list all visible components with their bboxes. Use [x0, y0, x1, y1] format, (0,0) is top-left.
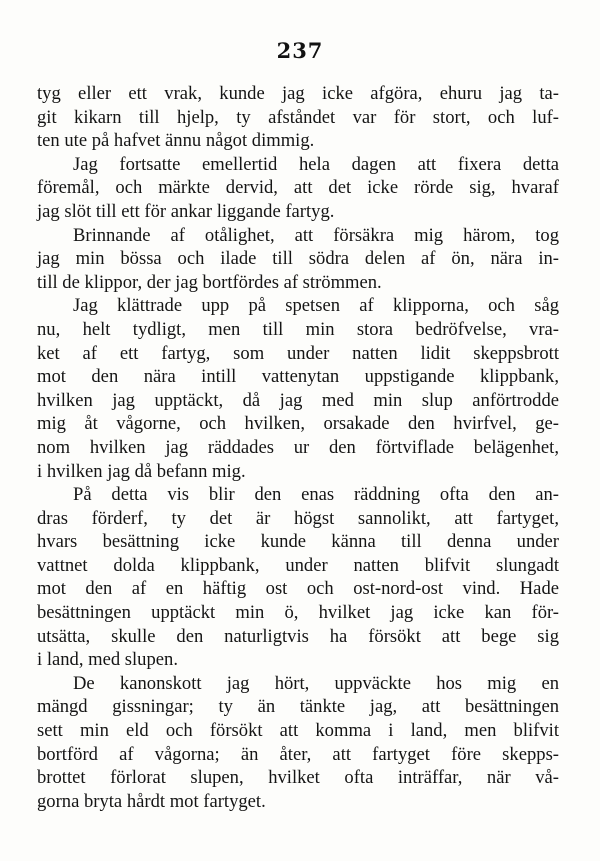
- text-line: mig åt vågorne, och hvilken, orsakade den hvirfvel, ge-: [37, 413, 559, 435]
- text-line: besättningen upptäckt min ö, hvilket jag icke kan för-: [37, 602, 559, 624]
- text-line: nom hvilken jag räddades ur den förtviflade belägenhet,: [37, 436, 559, 458]
- text-line: mot den af en häftig ost och ost-nord-ost vind. Hade: [37, 578, 559, 600]
- text-line: hvars besättning icke kunde känna till denna under: [37, 531, 559, 553]
- text-line: sett min eld och försökt att komma i land, men blifvit: [37, 720, 559, 742]
- text-line: git kikarn till hjelp, ty afståndet var för stort, och luf-: [37, 106, 559, 128]
- text-line: utsätta, skulle den naturligtvis ha försökt att bege sig: [37, 625, 559, 647]
- text-line: Jag fortsatte emellertid hela dagen att fixera detta: [73, 153, 559, 175]
- text-line: tyg eller ett vrak, kunde jag icke afgöra, ehuru jag ta-: [37, 83, 559, 104]
- text-line: ket af ett fartyg, som under natten lidit skeppsbrott: [37, 342, 559, 364]
- text-line: Jag klättrade upp på spetsen af klipporna, och såg: [73, 295, 559, 317]
- text-line: mot den nära intill vattenytan uppstigande klippbank,: [37, 366, 559, 388]
- text-line: nu, helt tydligt, men till min stora bedröfvelse, vra-: [37, 318, 559, 340]
- text-line: vattnet dolda klippbank, under natten blifvit slungadt: [37, 554, 559, 576]
- text-line: bortförd af vågorna; än åter, att fartyget före skepps-: [37, 743, 559, 765]
- text-line: mängd gissningar; ty än tänkte jag, att besättningen: [37, 696, 559, 718]
- text-line: ten ute på hafvet ännu något dimmig.: [37, 130, 315, 152]
- text-line: På detta vis blir den enas räddning ofta den an-: [73, 484, 559, 506]
- text-line: i hvilken jag då befann mig.: [37, 460, 246, 482]
- text-line: jag min bössa och ilade till södra delen af ön, nära in-: [37, 248, 559, 270]
- text-line: i land, med slupen.: [37, 649, 178, 671]
- text-line: gorna bryta hårdt mot fartyget.: [37, 790, 266, 812]
- text-line: De kanonskott jag hört, uppväckte hos mig en: [73, 672, 559, 694]
- text-line: till de klippor, der jag bortfördes af strömmen.: [37, 271, 382, 293]
- text-line: föremål, och märkte dervid, att det icke rörde sig, hvaraf: [37, 177, 559, 199]
- body-text: [37, 82, 559, 813]
- text-line: hvilken jag upptäckt, då jag med min slup anförtrodde: [37, 389, 559, 411]
- text-line: brottet förlorat slupen, hvilket ofta inträffar, när vå-: [37, 767, 559, 789]
- text-line: Brinnande af otålighet, att försäkra mig härom, tog: [73, 224, 559, 246]
- page-number: 237: [276, 38, 324, 63]
- text-line: dras förderf, ty det är högst sannolikt, att fartyget,: [37, 507, 559, 529]
- text-line: jag slöt till ett för ankar liggande fartyg.: [37, 200, 335, 222]
